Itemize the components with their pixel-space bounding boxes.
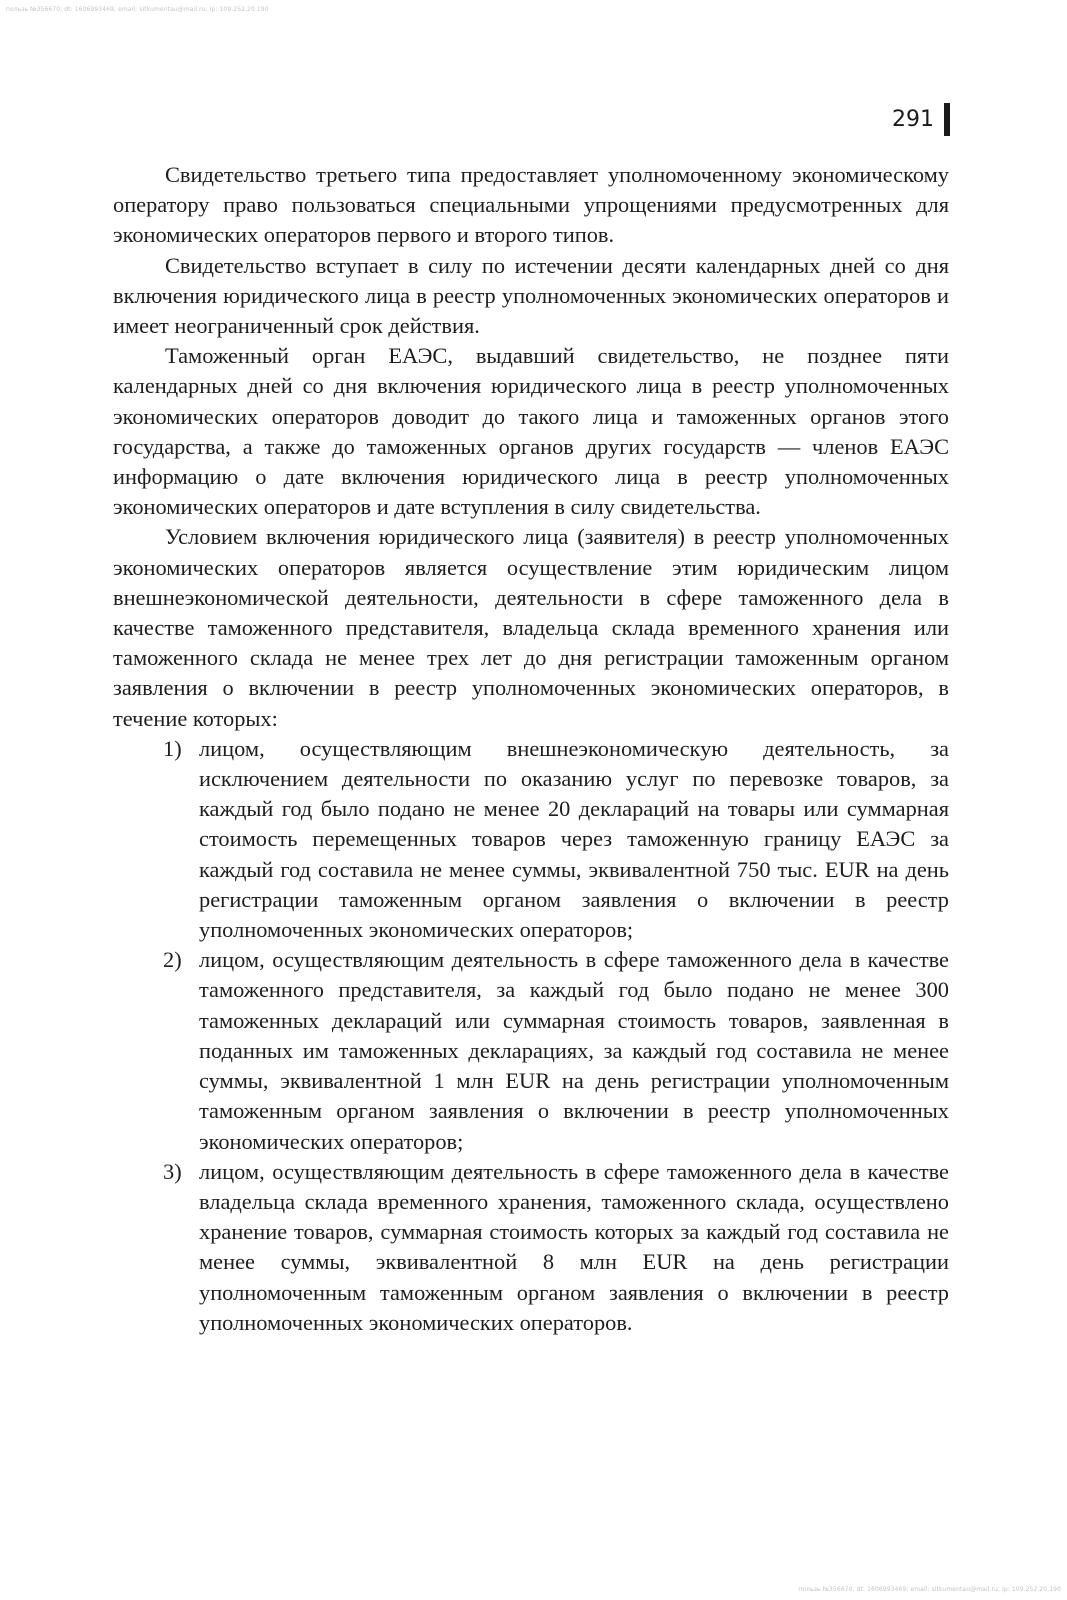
list-item-text: лицом, осуществляющим внешнеэкономическую деятельность, за исключением деятельности по оказанию услуг по перевозке товаров, за каждый год было подано не менее 20 деклараций на товары или суммарная стоимость перемещенных товаров через таможенную границу ЕАЭС за каждый год составила не менее суммы, эквивалентной 750 тыс. EUR на день регистрации таможенным органом заявления о включении в реестр уполномоченных экономических операторов; [199, 735, 949, 943]
list-item [113, 945, 949, 1156]
list-item-number: 3) [163, 1158, 182, 1184]
page-body [113, 160, 949, 1338]
conditions-list [113, 734, 949, 1338]
list-item-text: лицом, осуществляющим деятельность в сфере таможенного дела в качестве владельца склада временного хранения, таможенного склада, осуществлено хранение товаров, суммарная стоимость которых за каждый год составила не менее суммы, эквивалентной 8 млн EUR на день регистрации уполномоченным таможенным органом заявления о включении в реестр уполномоченных экономических операторов. [199, 1158, 949, 1335]
list-item [113, 1157, 949, 1338]
page-header [892, 103, 950, 136]
paragraph-4: Условием включения юридического лица (заявителя) в реестр уполномоченных экономических операторов является осуществление этим юридическим лицом внешнеэкономической деятельности, деятельности в сфере таможенного дела в качестве таможенного представителя, владельца склада временного хранения или таможенного склада не менее трех лет до дня регистрации таможенным органом заявления о включении в реестр уполномоченных экономических операторов, в течение которых: [113, 524, 949, 731]
list-item-text: лицом, осуществляющим деятельность в сфере таможенного дела в качестве таможенного представителя, за каждый год было подано не менее 300 таможенных деклараций или суммарная стоимость товаров, заявленная в поданных им таможенных декларациях, за каждый год составила не менее суммы, эквивалентной 1 млн EUR на день регистрации уполномоченным таможенным органом заявления о включении в реестр уполномоченных экономических операторов; [199, 947, 949, 1154]
list-item-number: 1) [163, 735, 182, 761]
paragraph-1: Свидетельство третьего типа предоставляет уполномоченному экономическому оператору право пользоваться специальными упрощениями предусмотренных для экономических операторов первого и второго типов. [113, 162, 949, 248]
list-item [113, 734, 949, 945]
paragraph-3: Таможенный орган ЕАЭС, выдавший свидетельство, не позднее пяти календарных дней со дня включения юридического лица в реестр уполномоченных экономических операторов доводит до такого лица и таможенных органов этого государства, а также до таможенных органов других государств — членов ЕАЭС информацию о дате включения юридического лица в реестр уполномоченных экономических операторов и дате вступления в силу свидетельства. [113, 343, 949, 520]
watermark-bottom: пользь №356670; dt: 1606993469; email: sitkumentau@mail.ru; ip: 109.252.20.190 [798, 1586, 1061, 1593]
page-number-bar [944, 103, 950, 136]
list-item-number: 2) [163, 947, 182, 973]
page-number: 291 [892, 107, 934, 132]
watermark-top: пользь №356670; dt: 1606993469; email: sitkumentau@mail.ru; ip: 109.252.20.190 [6, 6, 269, 13]
paragraph-2: Свидетельство вступает в силу по истечении десяти календарных дней со дня включения юридического лица в реестр уполномоченных экономических операторов и имеет неограниченный срок действия. [113, 252, 949, 339]
